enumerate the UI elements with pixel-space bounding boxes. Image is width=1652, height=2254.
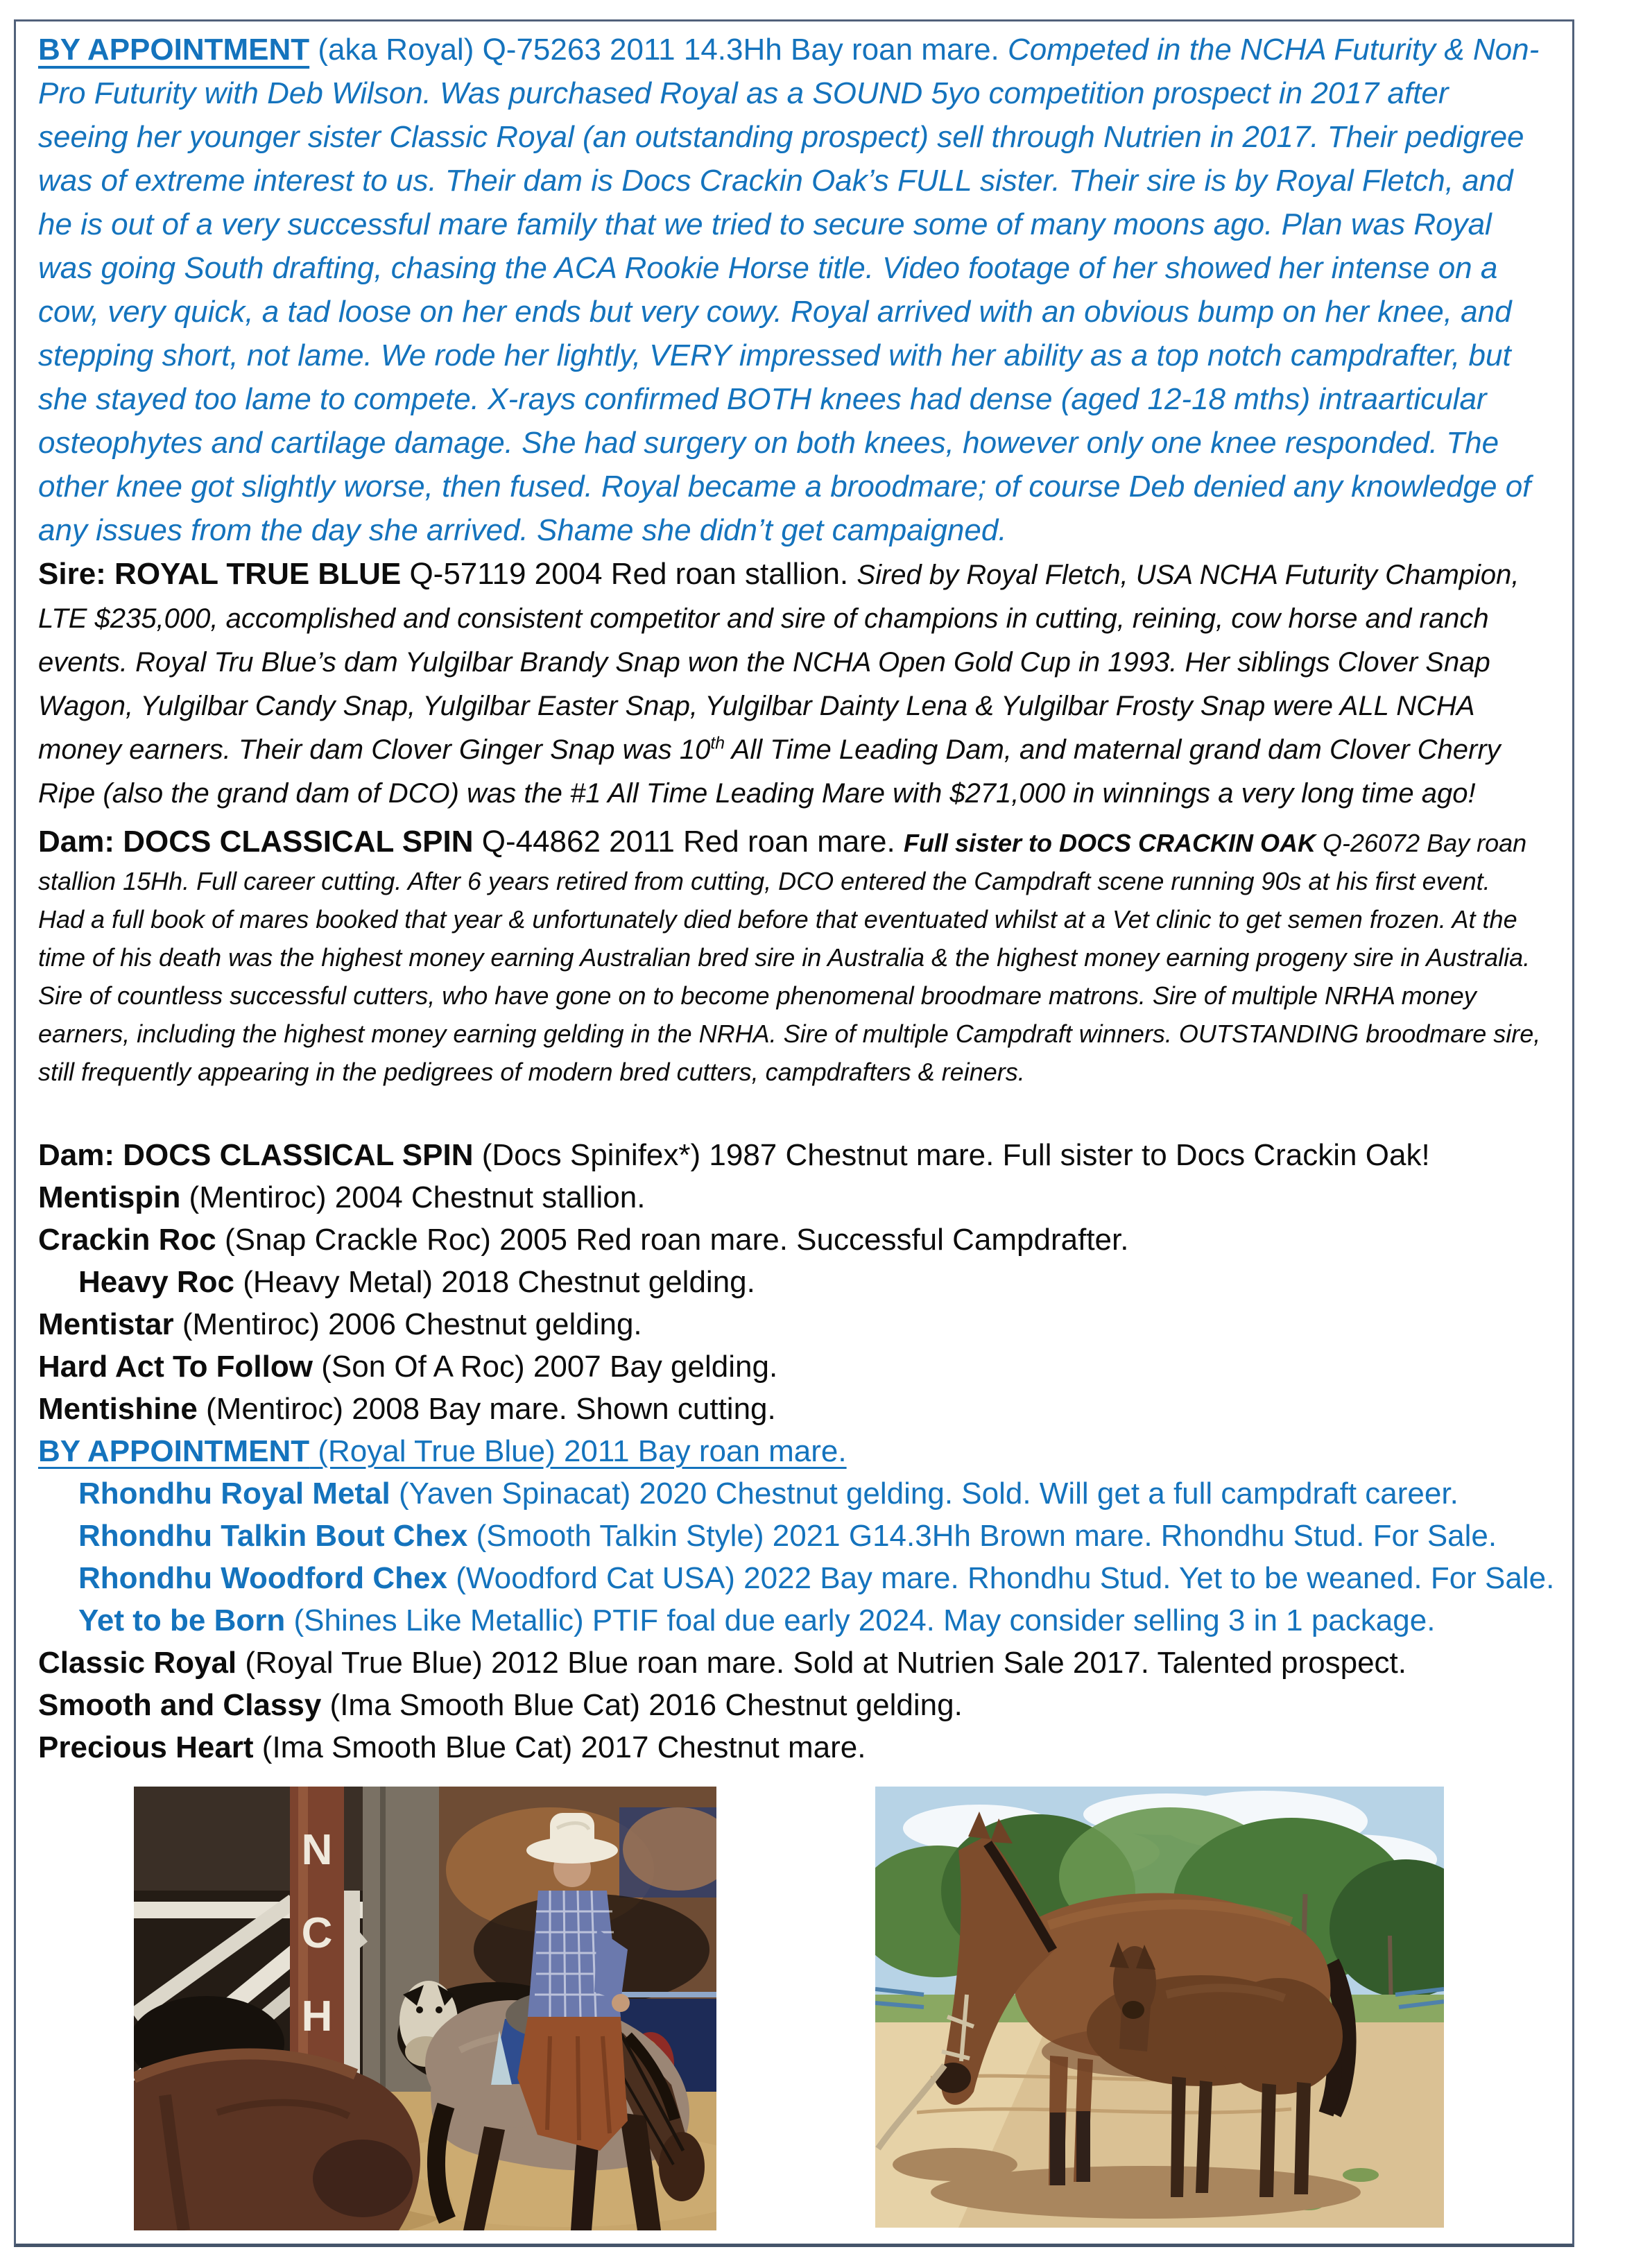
dam-name: Dam: DOCS CLASSICAL SPIN [38, 825, 474, 859]
sire-paragraph [38, 552, 1542, 816]
progeny-row [38, 1388, 1542, 1430]
progeny-row [38, 1515, 1542, 1557]
intro-description: Competed in the NCHA Futurity & Non-Pro Futurity with Deb Wilson. Was purchased Royal as a SOUND 5yo competition prospect in 2017 after seeing her younger sister Classic Royal (an outstanding prospect) sell through Nutrien in 2017. Their pedigree was of extreme interest to us. Their dam is Docs Crackin Oak’s FULL sister. Their sire is by Royal Fletch, and he is out of a very successful mare family that we tried to secure some of many moons ago. Plan was Royal was going South drafting, chasing the ACA Rookie Horse title. Video footage of her showed her intense on a cow, very quick, a tad loose on her ends but very cowy. Royal arrived with an obvious bump on her knee, and stepping short, not lame. We rode her lightly, VERY impressed with her ability as a top notch campdrafter, but she stayed too lame to compete. X-rays confirmed BOTH knees had dense (aged 12-18 mths) intraarticular osteophytes and cartilage damage. She had surgery on both knees, however only one knee responded. The other knee got slightly worse, then fused. Royal became a broodmare; of course Deb denied any knowledge of any issues from the day she arrived. Shame she didn’t get campaigned. [38, 33, 1540, 547]
progeny-row [38, 1261, 1542, 1303]
head-shadow [893, 2148, 1017, 2181]
pillar-letter-c: C [301, 1909, 333, 1957]
horse-head [659, 2132, 705, 2201]
cowboy-hat-crown [550, 1813, 594, 1852]
progeny-horse-details: (Royal True Blue) 2012 Blue roan mare. Sold at Nutrien Sale 2017. Talented prospect. [236, 1646, 1407, 1680]
sire-description-part1: Sired by Royal Fletch, USA NCHA Futurity Champion, LTE $235,000, accomplished and consistent competitor and sire of champions in cutting, reining, cow horse and ranch events. Royal Tru Blue’s dam Yulgilbar Brandy Snap won the NCHA Open Gold Cup in 1993. Her siblings Clover Snap Wagon, Yulgilbar Candy Snap, Yulgilbar Easter Snap, Yulgilbar Dainty Lena & Yulgilbar Frosty Snap were ALL NCHA money earners. Their dam Clover Ginger Snap was 10 [38, 560, 1520, 765]
progeny-horse-name: Rhondhu Royal Metal [78, 1477, 390, 1511]
progeny-horse-details: (Smooth Talkin Style) 2021 G14.3Hh Brown mare. Rhondhu Stud. For Sale. [467, 1519, 1497, 1553]
progeny-horse-details: (Snap Crackle Roc) 2005 Red roan mare. Successful Campdrafter. [216, 1223, 1129, 1257]
document-content [38, 28, 1555, 2230]
progeny-row [38, 1642, 1542, 1684]
sire-registration: Q-57119 2004 Red roan stallion. [401, 557, 857, 591]
progeny-horse-details: (Royal True Blue) 2011 Bay roan mare. [309, 1434, 847, 1468]
progeny-row [38, 1303, 1542, 1345]
progeny-row [38, 1430, 1542, 1472]
pillar-letter-h: H [301, 1993, 333, 2040]
dam-full-sister-note: Full sister to DOCS CRACKIN OAK [903, 829, 1316, 857]
foal-muzzle [1122, 2001, 1144, 2019]
progeny-horse-name: Dam: DOCS CLASSICAL SPIN [38, 1138, 474, 1172]
progeny-horse-name: BY APPOINTMENT [38, 1434, 310, 1468]
progeny-horse-details: (Mentiroc) 2008 Bay mare. Shown cutting. [197, 1392, 776, 1426]
progeny-row [38, 1726, 1542, 1769]
progeny-horse-details: (Mentiroc) 2004 Chestnut stallion. [180, 1180, 646, 1214]
pillar-letter-n: N [301, 1826, 333, 1874]
progeny-row [38, 1219, 1542, 1261]
progeny-horse-name: Rhondhu Talkin Bout Chex [78, 1519, 468, 1553]
progeny-horse-details: (Shines Like Metallic) PTIF foal due early 2024. May consider selling 3 in 1 package. [285, 1603, 1436, 1637]
mare-and-foal-photo [875, 1787, 1444, 2228]
sire-name: Sire: ROYAL TRUE BLUE [38, 557, 402, 591]
dam-description: Q-26072 Bay roan stallion 15Hh. Full career cutting. After 6 years retired from cutting, DCO entered the Campdraft scene running 90s at his first event. Had a full book of mares booked that year & unfortunately died before that eventuated whilst at a Vet clinic to get semen frozen. At the time of his death was the highest money earning Australian bred sire in Australia & the highest money earning progeny sire in Australia. Sire of countless successful cutters, who have gone on to become phenomenal broodmare matrons. Sire of multiple NRHA money earners, including the highest money earning gelding in the NRHA. Sire of multiple Campdraft winners. OUTSTANDING broodmare sire, still frequently appearing in the pedigrees of modern bred cutters, campdrafters & reiners. [38, 829, 1541, 1086]
progeny-horse-name: Hard Act To Follow [38, 1350, 313, 1384]
progeny-horse-name: Mentispin [38, 1180, 181, 1214]
progeny-horse-details: (Mentiroc) 2006 Chestnut gelding. [173, 1307, 642, 1341]
progeny-horse-name: Yet to be Born [78, 1603, 286, 1637]
dam-registration: Q-44862 2011 Red roan mare. [473, 825, 904, 859]
progeny-row [38, 1176, 1542, 1219]
progeny-horse-name: Mentishine [38, 1392, 198, 1426]
progeny-row [38, 1599, 1542, 1642]
progeny-horse-details: (Woodford Cat USA) 2022 Bay mare. Rhondhu Stud. Yet to be weaned. For Sale. [447, 1561, 1555, 1595]
progeny-horse-details: (Son Of A Roc) 2007 Bay gelding. [312, 1350, 778, 1384]
progeny-horse-name: Precious Heart [38, 1730, 254, 1764]
cow-head [313, 2140, 413, 2217]
progeny-list [38, 1134, 1555, 1769]
progeny-horse-details: (Yaven Spinacat) 2020 Chestnut gelding. Sold. Will get a full campdraft career. [390, 1477, 1459, 1511]
progeny-horse-name: Classic Royal [38, 1646, 237, 1680]
progeny-horse-details: (Ima Smooth Blue Cat) 2016 Chestnut gelding. [321, 1688, 963, 1722]
horse-name-title: BY APPOINTMENT [38, 33, 310, 67]
progeny-horse-name: Smooth and Classy [38, 1688, 322, 1722]
ordinal-superscript: th [710, 734, 725, 753]
progeny-horse-details: (Ima Smooth Blue Cat) 2017 Chestnut mare. [253, 1730, 866, 1764]
intro-paragraph [38, 28, 1542, 552]
horse-registration: (aka Royal) Q-75263 2011 14.3Hh Bay roan mare. [309, 33, 1008, 67]
progeny-row [38, 1134, 1542, 1176]
progeny-row [38, 1472, 1542, 1515]
progeny-horse-name: Mentistar [38, 1307, 174, 1341]
sire-description-part2: All Time Leading Dam, and maternal grand dam Clover Cherry Ripe (also the grand dam of DCO) was the #1 All Time Leading Mare with $271,000 in winnings a very long time ago! [38, 734, 1501, 809]
photo-row [134, 1787, 1542, 2230]
progeny-row [38, 1557, 1555, 1599]
progeny-horse-name: Rhondhu Woodford Chex [78, 1561, 447, 1595]
rider-hand [612, 1994, 630, 2012]
progeny-horse-details: (Heavy Metal) 2018 Chestnut gelding. [234, 1265, 755, 1299]
dam-paragraph [38, 823, 1542, 1091]
chute-edge [380, 1787, 386, 2119]
progeny-row [38, 1684, 1542, 1726]
progeny-horse-details: (Docs Spinifex*) 1987 Chestnut mare. Full sister to Docs Crackin Oak! [473, 1138, 1430, 1172]
cutting-competition-photo [134, 1787, 716, 2230]
progeny-row [38, 1345, 1542, 1388]
progeny-horse-name: Crackin Roc [38, 1223, 216, 1257]
progeny-horse-name: Heavy Roc [78, 1265, 235, 1299]
